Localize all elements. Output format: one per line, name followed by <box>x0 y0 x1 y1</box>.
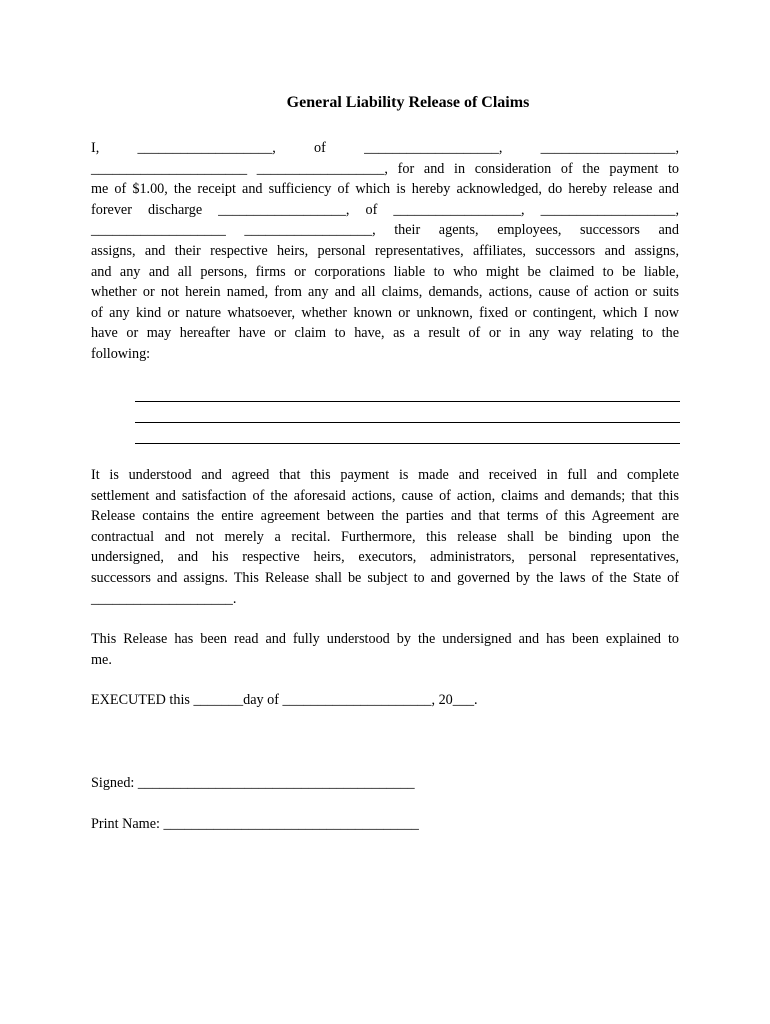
paragraph-line: successors and assigns. This Release shall be subject to and governed by the laws of the State of <box>91 569 679 586</box>
paragraph-line: undersigned, and his respective heirs, executors, administrators, personal representatives, <box>91 549 679 566</box>
blank-line <box>135 402 680 423</box>
blank-line <box>135 381 680 402</box>
paragraph-line: ____________________. <box>91 590 237 607</box>
paragraph-line: contractual and not merely a recital. Furthermore, this release shall be binding upon the <box>91 528 679 545</box>
paragraph-line: of any kind or nature whatsoever, whether known or unknown, fixed or contingent, which I now <box>91 304 679 321</box>
paragraph-line: I, ___________________, of ___________________, ___________________, <box>91 140 679 156</box>
claims-description-lines <box>135 381 680 444</box>
paragraph-line: This Release has been read and fully understood by the undersigned and has been explained to <box>91 631 679 647</box>
paragraph-line: me. <box>91 651 112 668</box>
paragraph-line: ___________________ __________________, their agents, employees, successors and <box>91 222 679 239</box>
document-title: General Liability Release of Claims <box>286 94 530 111</box>
release-paragraph <box>91 138 679 365</box>
paragraph-line: forever discharge __________________, of __________________, ___________________, <box>91 201 679 218</box>
paragraph-line: It is understood and agreed that this payment is made and received in full and complete <box>91 467 679 483</box>
paragraph-line: have or may hereafter have or claim to have, as a result of or in any way relating to the <box>91 325 679 342</box>
print-name-line: Print Name: ____________________________________ <box>91 816 419 832</box>
paragraph-line: settlement and satisfaction of the aforesaid actions, cause of action, claims and demands; that this <box>91 487 679 504</box>
settlement-paragraph <box>91 465 679 609</box>
paragraph-line: me of $1.00, the receipt and sufficiency of which is hereby acknowledged, do hereby release and <box>91 181 679 198</box>
paragraph-line: following: <box>91 345 151 362</box>
blank-line <box>135 423 680 444</box>
executed-line: EXECUTED this _______day of _____________________, 20___. <box>91 692 478 708</box>
signed-line: Signed: _______________________________________ <box>91 775 415 791</box>
paragraph-line: Release contains the entire agreement between the parties and that terms of this Agreement are <box>91 508 679 525</box>
paragraph-line: and any and all persons, firms or corporations liable to who might be claimed to be liable, <box>91 263 679 280</box>
acknowledgement-paragraph <box>91 629 679 670</box>
paragraph-line: assigns, and their respective heirs, personal representatives, affiliates, successors and assigns, <box>91 242 679 259</box>
paragraph-line: whether or not herein named, from any and all claims, demands, actions, cause of action or suits <box>91 284 679 301</box>
paragraph-line: ______________________ __________________, for and in consideration of the payment to <box>91 160 679 177</box>
